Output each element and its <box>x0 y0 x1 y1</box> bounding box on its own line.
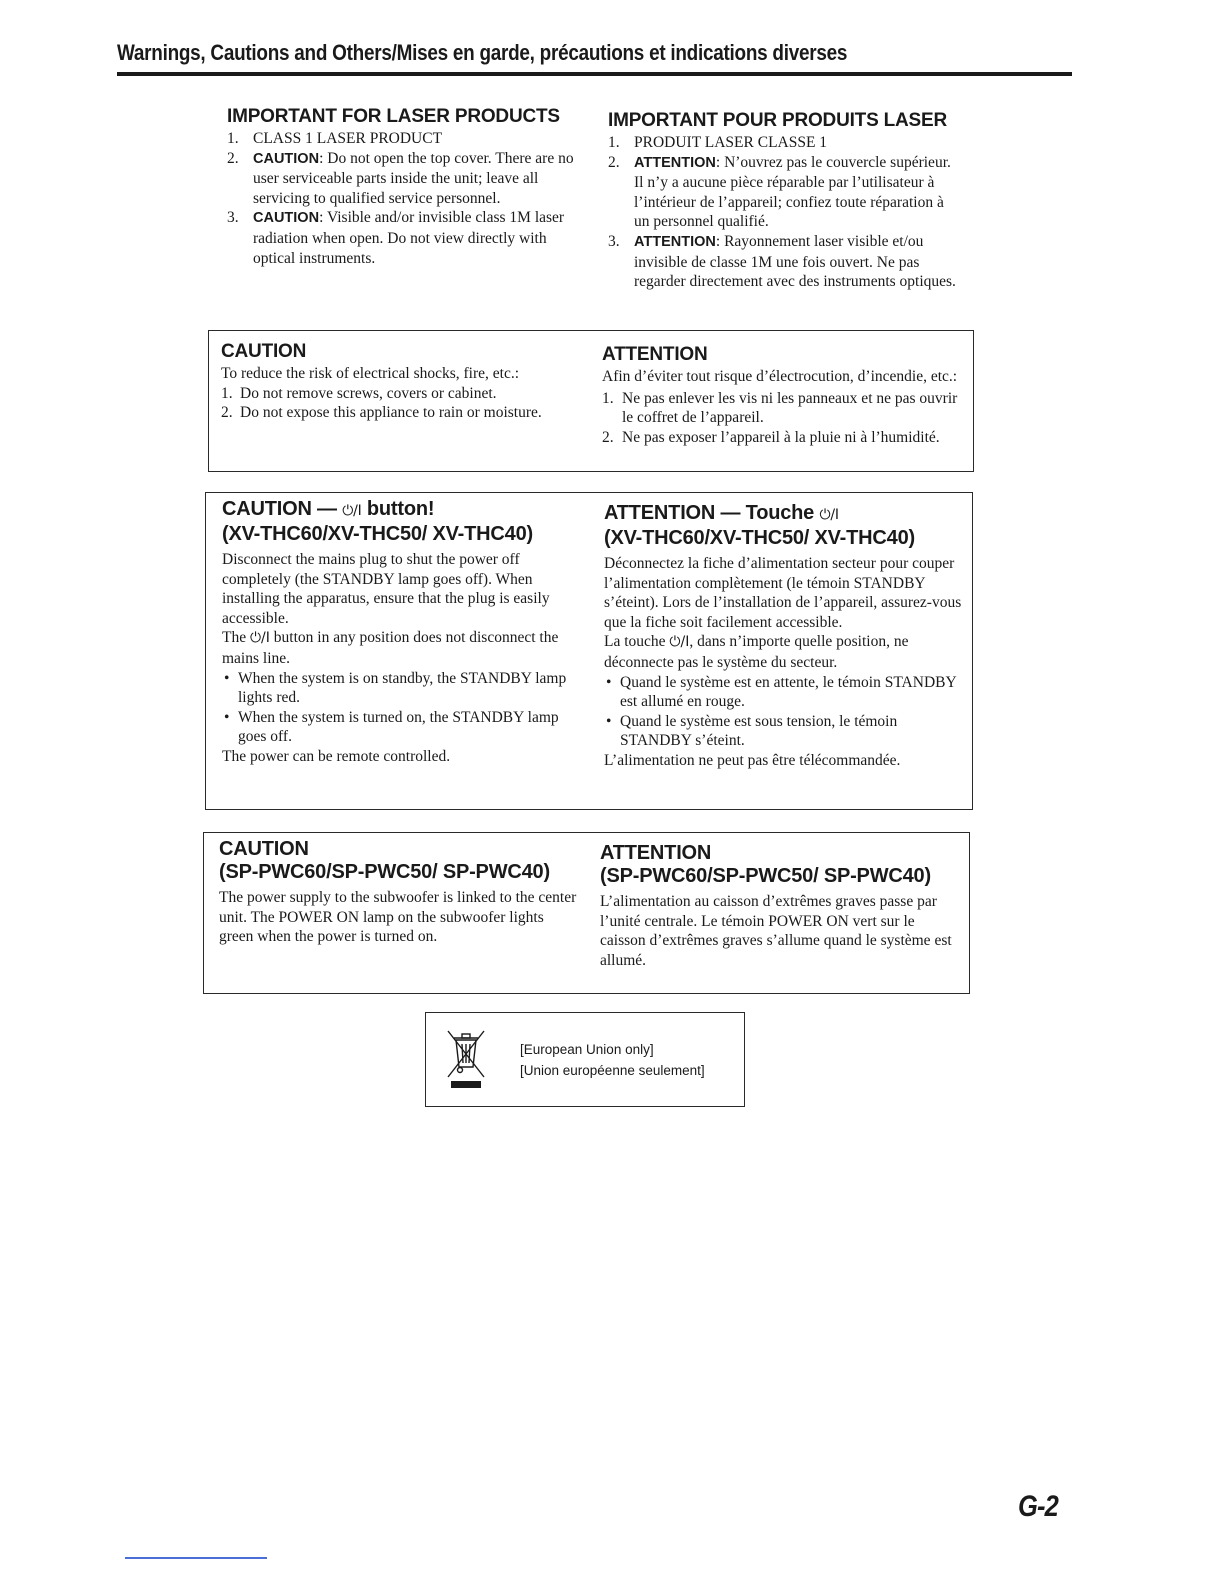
heading-models: (XV-THC60/XV-THC50/ XV-THC40) <box>222 523 533 545</box>
heading-text: button! <box>361 498 435 520</box>
power-icon: ⏻/I <box>342 503 362 519</box>
crossed-out-wheelie-bin-icon <box>446 1029 486 1091</box>
item-text: When the system is turned on, the STANDBY lamp goes off. <box>238 708 559 746</box>
power-icon: ⏻/I <box>669 634 690 651</box>
list-item <box>227 149 582 209</box>
heading-models: (XV-THC60/XV-THC50/ XV-THC40) <box>604 527 915 549</box>
caution-shock-en-list <box>221 384 576 423</box>
caution-shock-fr-heading: ATTENTION <box>602 344 708 365</box>
page-title: Warnings, Cautions and Others/Mises en garde, précautions et indications diverses <box>117 40 848 65</box>
power-icon: ⏻/I <box>819 507 839 523</box>
list-item <box>222 669 574 708</box>
eu-notice-line-fr: [Union européenne seulement] <box>520 1063 705 1078</box>
list-item <box>221 403 576 423</box>
p2-text: La touche <box>604 633 670 651</box>
caution-sub-fr <box>600 842 960 970</box>
item-text: Quand le système est sous tension, le témoin STANDBY s’éteint. <box>620 712 898 750</box>
item-number: 1. <box>227 130 239 147</box>
caution-button-fr-p3: L’alimentation ne peut pas être télécommandée. <box>604 751 901 769</box>
laser-fr-column <box>608 110 958 292</box>
laser-en-list <box>227 129 582 268</box>
caution-shock-fr-intro: Afin d’éviter tout risque d’électrocution, d’incendie, etc.: <box>602 368 958 385</box>
item-number: 1. <box>608 134 620 151</box>
item-number: 1. <box>602 389 614 407</box>
bullet: • <box>606 673 612 691</box>
eu-notice-text <box>520 1039 705 1081</box>
item-number: 2. <box>602 428 614 446</box>
power-icon: ⏻/I <box>249 630 270 647</box>
caution-shock-fr <box>602 344 964 447</box>
caution-button-en-p1: Disconnect the mains plug to shut the power off completely (the STANDBY lamp goes off). When installing the apparatus, ensure that the plug is easily accessible. <box>222 551 550 627</box>
bullet: • <box>606 712 612 730</box>
item-text: Ne pas enlever les vis ni les panneaux et ne pas ouvrir le coffret de l’appareil. <box>622 389 958 427</box>
item-number: 2. <box>227 149 239 167</box>
caution-shock-en <box>221 341 576 423</box>
item-text: CLASS 1 LASER PRODUCT <box>253 130 443 147</box>
title-rule <box>117 72 1072 76</box>
caution-button-fr-bullets <box>604 673 964 751</box>
item-label: ATTENTION <box>634 233 716 250</box>
list-item <box>221 384 576 404</box>
item-text: Do not remove screws, covers or cabinet. <box>240 384 497 402</box>
heading-text: CAUTION — <box>222 498 343 520</box>
eu-notice-line-en: [European Union only] <box>520 1042 654 1057</box>
caution-button-en-bullets <box>222 669 574 747</box>
list-item <box>608 153 958 232</box>
footer-rule <box>125 1557 267 1559</box>
list-item <box>604 712 964 751</box>
p2-text: , dans n’importe quelle position, ne déconnecte pas le système du secteur. <box>604 633 909 671</box>
item-text: : Rayonnement laser visible et/ou invisible de classe 1M une fois ouvert. Ne pas regarder directement avec des instruments optiques. <box>634 232 956 291</box>
item-text: PRODUIT LASER CLASSE 1 <box>634 134 828 151</box>
item-number: 3. <box>608 232 620 250</box>
caution-button-en-p2 <box>222 628 574 668</box>
item-label: CAUTION <box>253 210 320 227</box>
caution-shock-fr-list <box>602 389 964 448</box>
list-item <box>227 129 582 149</box>
item-number: 2. <box>608 153 620 171</box>
list-item <box>222 708 574 747</box>
caution-button-en <box>222 498 574 767</box>
caution-sub-fr-text: L’alimentation au caisson d’extrêmes graves passe par l’unité centrale. Le témoin POWER ON vert sur le caisson d’extrêmes graves s’allume quand le système est allumé. <box>600 893 952 969</box>
item-text: When the system is on standby, the STANDBY lamp lights red. <box>238 669 567 707</box>
item-text: Do not expose this appliance to rain or moisture. <box>240 404 542 422</box>
caution-shock-en-intro: To reduce the risk of electrical shocks, fire, etc.: <box>221 365 520 382</box>
list-item <box>608 232 958 292</box>
item-text: : Visible and/or invisible class 1M laser radiation when open. Do not view directly with optical instruments. <box>253 209 565 267</box>
p2-text: button in any position does not disconnect the mains line. <box>222 629 559 667</box>
list-item <box>602 389 964 428</box>
caution-button-fr-heading <box>604 502 964 550</box>
caution-shock-en-heading: CAUTION <box>221 341 307 362</box>
list-item <box>227 208 582 268</box>
laser-en-column <box>227 106 582 268</box>
caution-sub-en-heading <box>219 838 577 884</box>
item-text: : Do not open the top cover. There are no user serviceable parts inside the unit; leave all servicing to qualified service personnel. <box>253 149 574 207</box>
caution-button-fr <box>604 502 964 771</box>
caution-sub-fr-heading <box>600 842 960 888</box>
laser-en-heading: IMPORTANT FOR LASER PRODUCTS <box>227 106 560 127</box>
caution-sub-en <box>219 838 577 947</box>
bullet: • <box>224 669 230 687</box>
caution-button-fr-p1: Déconnectez la fiche d’alimentation secteur pour couper l’alimentation complètement (le témoin STANDBY s’éteint). Lors de l’installation de l’appareil, assurez-vous que la fiche soit facilement accessible. <box>604 555 962 631</box>
heading-text: CAUTION <box>219 838 309 860</box>
item-label: CAUTION <box>253 150 320 167</box>
item-number: 3. <box>227 209 239 227</box>
laser-fr-list <box>608 133 958 292</box>
caution-button-en-p3: The power can be remote controlled. <box>222 747 451 765</box>
item-number: 1. <box>221 384 233 402</box>
p2-text: The <box>222 629 250 647</box>
caution-sub-en-text: The power supply to the subwoofer is linked to the center unit. The POWER ON lamp on the subwoofer lights green when the power is turned on. <box>219 889 577 946</box>
eu-notice-box <box>425 1012 745 1107</box>
list-item <box>602 428 964 448</box>
heading-models: (SP-PWC60/SP-PWC50/ SP-PWC40) <box>219 861 550 883</box>
heading-text: ATTENTION — Touche <box>604 502 820 524</box>
heading-text: ATTENTION <box>600 842 712 864</box>
page-number: G-2 <box>1018 1490 1058 1523</box>
list-item <box>604 673 964 712</box>
item-text: Ne pas exposer l’appareil à la pluie ni à l’humidité. <box>622 428 940 446</box>
bullet: • <box>224 708 230 726</box>
heading-models: (SP-PWC60/SP-PWC50/ SP-PWC40) <box>600 865 931 887</box>
item-label: ATTENTION <box>634 154 716 171</box>
laser-fr-heading: IMPORTANT POUR PRODUITS LASER <box>608 110 948 131</box>
item-text: : N’ouvrez pas le couvercle supérieur. Il n’y a aucune pièce réparable par l’utilisateur à l’intérieur de l’appareil; confiez toute réparation à un personnel qualifié. <box>634 153 951 231</box>
item-number: 2. <box>221 404 233 422</box>
caution-button-en-heading <box>222 498 574 546</box>
caution-button-fr-p2 <box>604 632 964 672</box>
item-text: Quand le système est en attente, le témoin STANDBY est allumé en rouge. <box>620 673 957 711</box>
list-item <box>608 133 958 153</box>
